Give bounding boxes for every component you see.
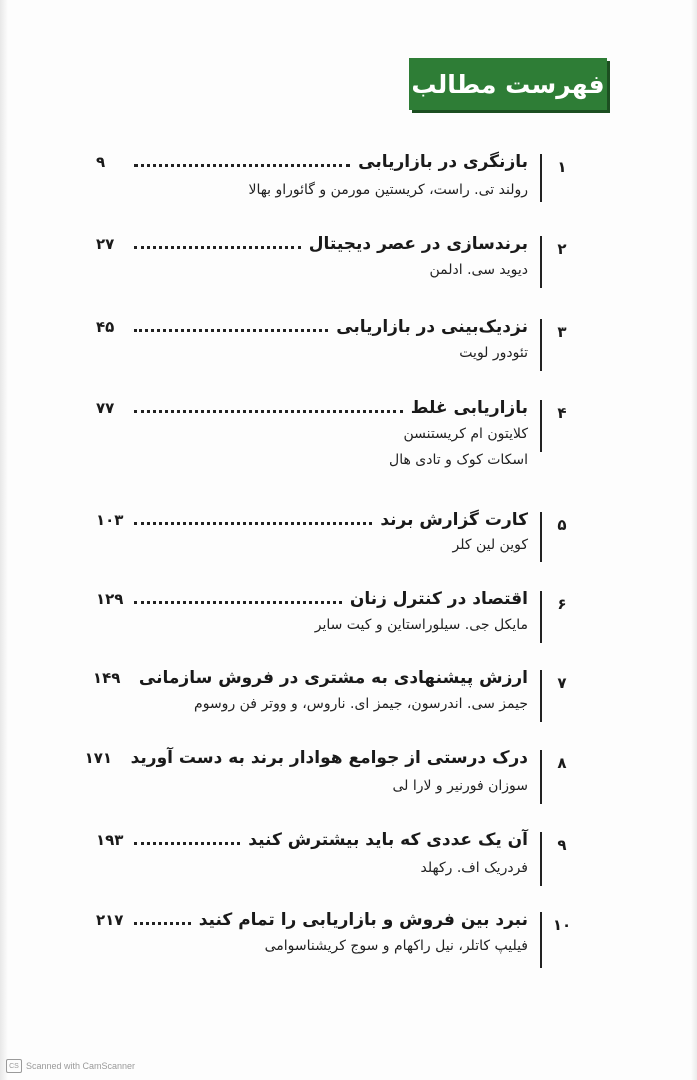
page-number: ۱۲۹: [96, 590, 124, 608]
chapter-title: نبرد بین فروش و بازاریابی را تمام کنید: [198, 910, 528, 930]
chapter-title: آن یک عددی که باید بیشترش کنید: [248, 830, 528, 850]
chapter-author: تئودور لویت: [459, 345, 528, 361]
chapter-title: بازاریابی غلط: [410, 398, 528, 418]
chapter-title: بازنگری در بازاریابی: [358, 152, 528, 172]
page-number: ۷۷: [96, 399, 115, 417]
chapter-number: ۱: [557, 158, 567, 176]
camscanner-logo-icon: CS: [6, 1059, 22, 1073]
leader-dots: [134, 396, 403, 413]
entry-divider: [540, 400, 542, 452]
toc-entry: [96, 232, 576, 288]
leader-dots: [134, 232, 301, 249]
toc-entry: [96, 396, 576, 478]
chapter-author: جیمز سی. اندرسون، جیمز ای. ناروس، و ووتر فن روسوم: [194, 696, 528, 712]
chapter-author: فردریک اف. رکهلد: [420, 860, 528, 876]
chapter-author: مایکل جی. سیلوراستاین و کیت سایر: [314, 617, 528, 633]
chapter-author: رولند تی. راست، کریستین مورمن و گائوراو بهالا: [248, 182, 528, 198]
chapter-title: نزدیک‌بینی در بازاریابی: [336, 317, 528, 337]
toc-title-banner: [409, 58, 607, 110]
entry-divider: [540, 832, 542, 886]
toc-entry: [96, 587, 576, 643]
chapter-author: کلایتون ام کریستنسن: [403, 426, 528, 442]
page-number: ۱۰۳: [96, 511, 124, 529]
watermark-text: Scanned with CamScanner: [26, 1061, 136, 1071]
toc-entry: [96, 508, 576, 564]
page-number: ۱۴۹: [92, 669, 121, 687]
chapter-author: سوزان فورنیر و لارا لی: [392, 778, 528, 794]
entry-divider: [540, 236, 542, 288]
toc-entry: [92, 666, 576, 722]
entry-divider: [540, 591, 542, 643]
chapter-title: ارزش پیشنهادی به مشتری در فروش سازمانی: [138, 668, 528, 688]
toc-entry: [96, 315, 576, 371]
chapter-title: اقتصاد در کنترل زنان: [349, 589, 528, 609]
toc-title: فهرست مطالب: [411, 69, 605, 99]
chapter-number: ۸: [557, 754, 567, 772]
chapter-number: ۷: [557, 674, 567, 692]
chapter-number: ۴: [557, 404, 567, 422]
leader-dots: [134, 150, 350, 167]
chapter-number: ۹: [557, 836, 567, 854]
chapter-author: فیلیپ کاتلر، نیل راکهام و سوج کریشناسوامی: [264, 938, 528, 954]
entry-divider: [540, 154, 542, 202]
chapter-number: ۶: [557, 595, 567, 613]
entry-divider: [540, 750, 542, 804]
page-edge-shadow: [0, 0, 8, 1080]
toc-entry: [96, 828, 576, 884]
leader-dots: [134, 508, 372, 525]
page-number: ۹: [96, 153, 106, 171]
chapter-author: کوین لین کلر: [452, 537, 528, 553]
chapter-author: اسکات کوک و تادی هال: [389, 452, 528, 468]
page-edge-shadow-right: [691, 0, 697, 1080]
chapter-number: ۱۰: [552, 916, 572, 934]
toc-entry: [96, 150, 576, 202]
scanner-watermark: [6, 1058, 135, 1074]
chapter-author: دیوید سی. ادلمن: [429, 262, 528, 278]
toc-entry: [96, 908, 576, 968]
chapter-title: برندسازی در عصر دیجیتال: [308, 234, 528, 254]
leader-dots: [134, 908, 191, 925]
chapter-title: درک درستی از جوامع هوادار برند به دست آورید: [130, 748, 528, 768]
leader-dots: [134, 828, 240, 845]
entry-divider: [540, 670, 542, 722]
entry-divider: [540, 319, 542, 371]
chapter-number: ۲: [557, 240, 567, 258]
leader-dots: [134, 315, 328, 332]
page-number: ۲۷: [96, 235, 115, 253]
toc-entry: [84, 746, 576, 802]
leader-dots: [134, 587, 342, 604]
page-number: ۱۹۳: [96, 831, 124, 849]
page-number: ۴۵: [96, 318, 115, 336]
page-number: ۲۱۷: [96, 911, 124, 929]
chapter-title: کارت گزارش برند: [380, 510, 528, 530]
page-number: ۱۷۱: [84, 749, 113, 767]
entry-divider: [540, 512, 542, 562]
chapter-number: ۵: [557, 516, 567, 534]
chapter-number: ۳: [557, 323, 567, 341]
entry-divider: [540, 912, 542, 968]
